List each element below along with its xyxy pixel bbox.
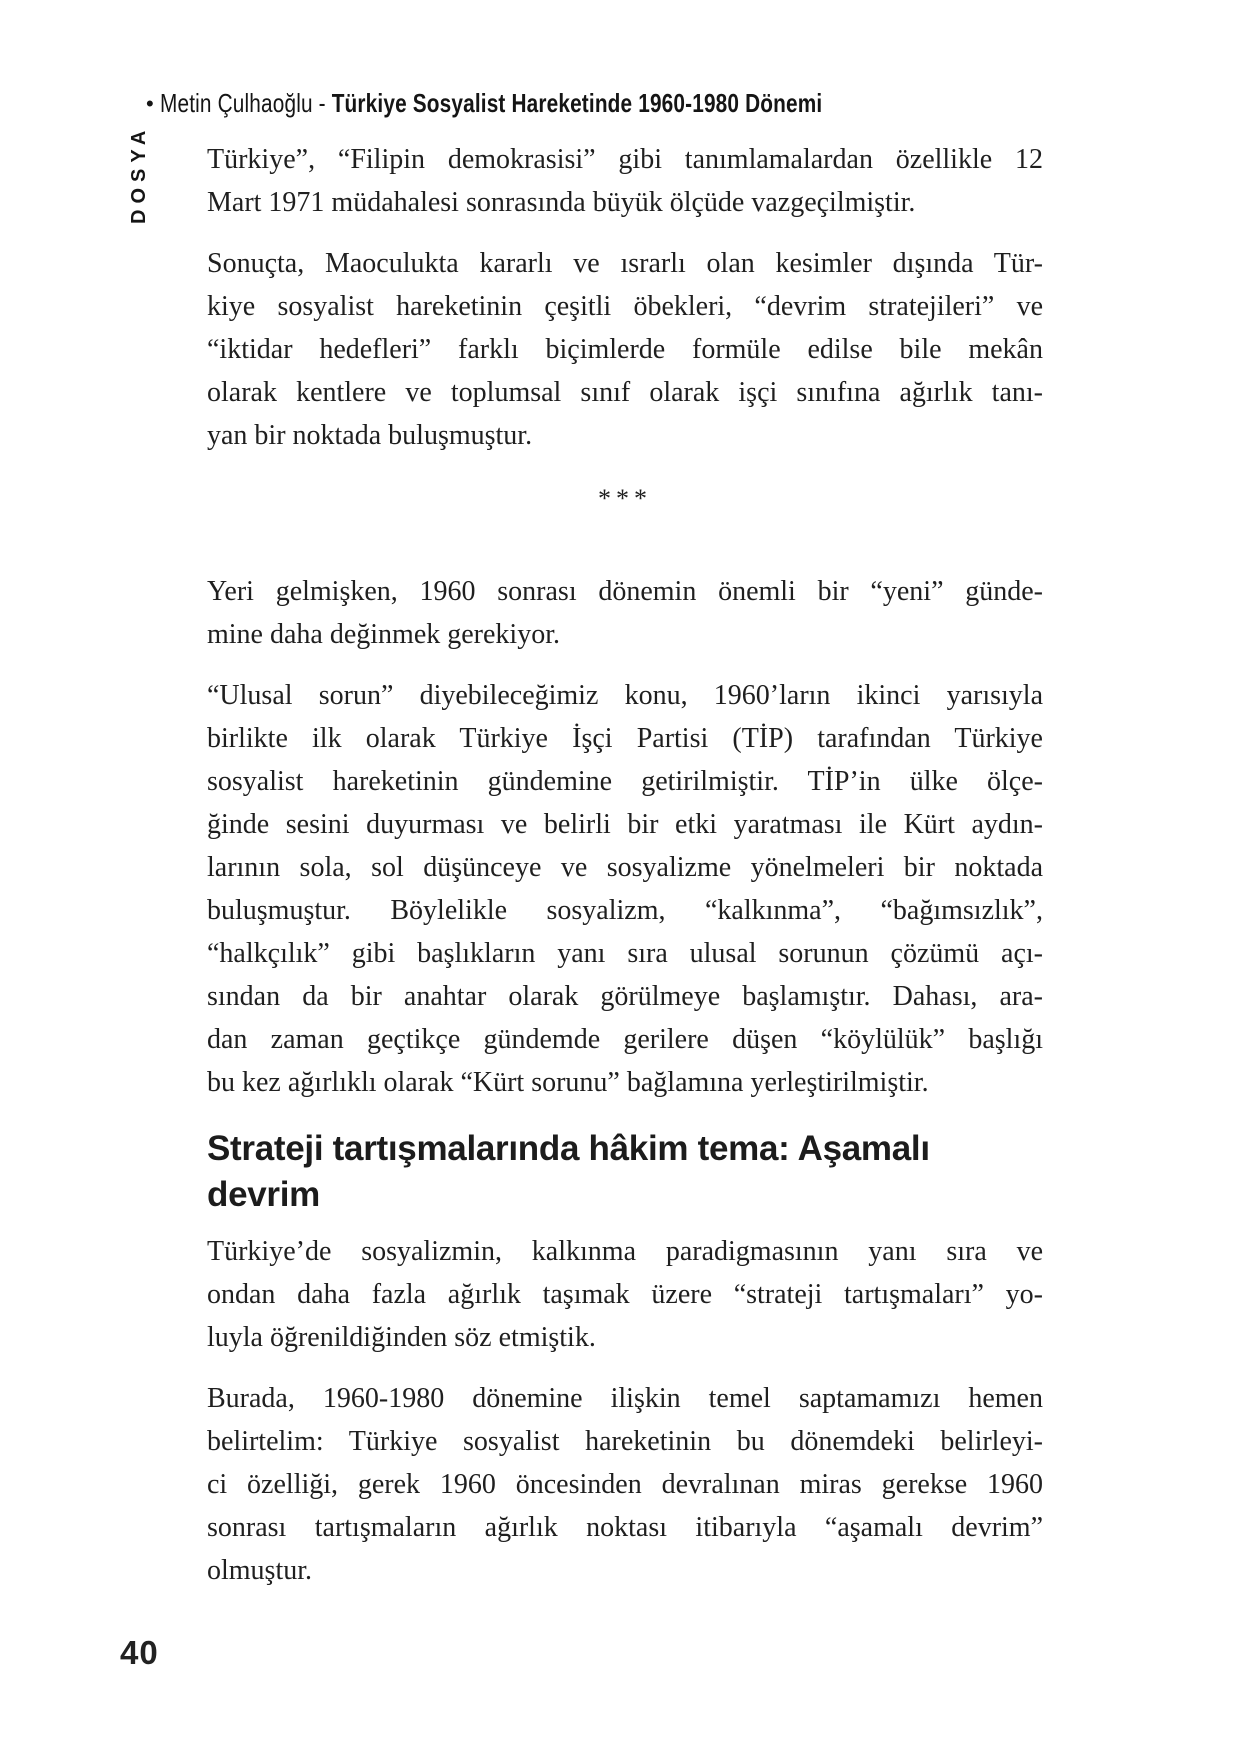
running-header bbox=[146, 88, 988, 119]
text-line: “halkçılık” gibi başlıkların yanı sıra ulusal sorunun çözümü açı- bbox=[207, 938, 1043, 969]
text-line: birlikte ilk olarak Türkiye İşçi Partisi (TİP) tarafından Türkiye bbox=[207, 723, 1043, 754]
paragraph bbox=[207, 570, 1043, 656]
text-column bbox=[207, 138, 1043, 1592]
text-line: luyla öğrenildiğinden söz etmiştik. bbox=[207, 1322, 596, 1353]
paragraph bbox=[207, 1230, 1043, 1359]
running-header-text bbox=[160, 88, 822, 119]
paragraph bbox=[207, 674, 1043, 1104]
text-line: olmuştur. bbox=[207, 1555, 313, 1586]
text-line: Mart 1971 müdahalesi sonrasında büyük ölçüde vazgeçilmiştir. bbox=[207, 187, 916, 218]
text-line: sosyalist hareketinin gündemine getirilmiştir. TİP’in ülke ölçe- bbox=[207, 766, 1043, 797]
text-line: Türkiye”, “Filipin demokrasisi” gibi tanımlamalardan özellikle 12 bbox=[207, 144, 1043, 175]
paragraph bbox=[207, 1377, 1043, 1592]
text-line: buluşmuştur. Böylelikle sosyalizm, “kalkınma”, “bağımsızlık”, bbox=[207, 895, 1043, 926]
text-line: ğinde sesini duyurması ve belirli bir etki yaratması ile Kürt aydın- bbox=[207, 809, 1043, 840]
text-line: “Ulusal sorun” diyebileceğimiz konu, 1960’ların ikinci yarısıyla bbox=[207, 680, 1043, 711]
text-line: mine daha değinmek gerekiyor. bbox=[207, 619, 560, 650]
sidebar-label-dosya: DOSYA bbox=[128, 124, 150, 224]
heading-line: devrim bbox=[207, 1175, 320, 1214]
text-line: ci özelliği, gerek 1960 öncesinden devralınan miras gerekse 1960 bbox=[207, 1469, 1043, 1500]
heading-line: Strateji tartışmalarında hâkim tema: Aşamalı bbox=[207, 1129, 930, 1168]
paragraph bbox=[207, 138, 1043, 224]
text-line: kiye sosyalist hareketinin çeşitli öbekleri, “devrim stratejileri” ve bbox=[207, 291, 1043, 322]
book-title: Türkiye Sosyalist Hareketinde 1960-1980 Dönemi bbox=[331, 88, 823, 118]
text-line: Türkiye’de sosyalizmin, kalkınma paradigmasının yanı sıra ve bbox=[207, 1236, 1043, 1267]
bullet-icon: • bbox=[146, 90, 154, 116]
text-line: sından da bir anahtar olarak görülmeye başlamıştır. Dahası, ara- bbox=[207, 981, 1043, 1012]
section-heading bbox=[207, 1126, 1043, 1218]
text-line: ondan daha fazla ağırlık taşımak üzere “strateji tartışmaları” yo- bbox=[207, 1279, 1043, 1310]
text-line: olarak kentlere ve toplumsal sınıf olarak işçi sınıfına ağırlık tanı- bbox=[207, 377, 1043, 408]
text-line: larının sola, sol düşünceye ve sosyalizme yönelmeleri bir noktada bbox=[207, 852, 1043, 883]
text-line: Yeri gelmişken, 1960 sonrası dönemin önemli bir “yeni” günde- bbox=[207, 576, 1043, 607]
text-line: Sonuçta, Maoculukta kararlı ve ısrarlı olan kesimler dışında Tür- bbox=[207, 248, 1043, 279]
text-line: Burada, 1960-1980 dönemine ilişkin temel saptamamızı hemen bbox=[207, 1383, 1043, 1414]
text-line: yan bir noktada buluşmuştur. bbox=[207, 420, 533, 451]
text-line: bu kez ağırlıklı olarak “Kürt sorunu” bağlamına yerleştirilmiştir. bbox=[207, 1067, 929, 1098]
text-line: belirtelim: Türkiye sosyalist hareketinin bu dönemdeki belirleyi- bbox=[207, 1426, 1043, 1457]
section-break-asterisks: *** bbox=[598, 484, 652, 513]
page-number: 40 bbox=[120, 1634, 159, 1671]
text-line: “iktidar hedefleri” farklı biçimlerde formüle edilse bile mekân bbox=[207, 334, 1043, 365]
author-name: Metin Çulhaoğlu - bbox=[159, 88, 332, 118]
paragraph bbox=[207, 242, 1043, 457]
text-line: sonrası tartışmaların ağırlık noktası itibarıyla “aşamalı devrim” bbox=[207, 1512, 1043, 1543]
text-line: dan zaman geçtikçe gündemde gerilere düşen “köylülük” başlığı bbox=[207, 1024, 1043, 1055]
